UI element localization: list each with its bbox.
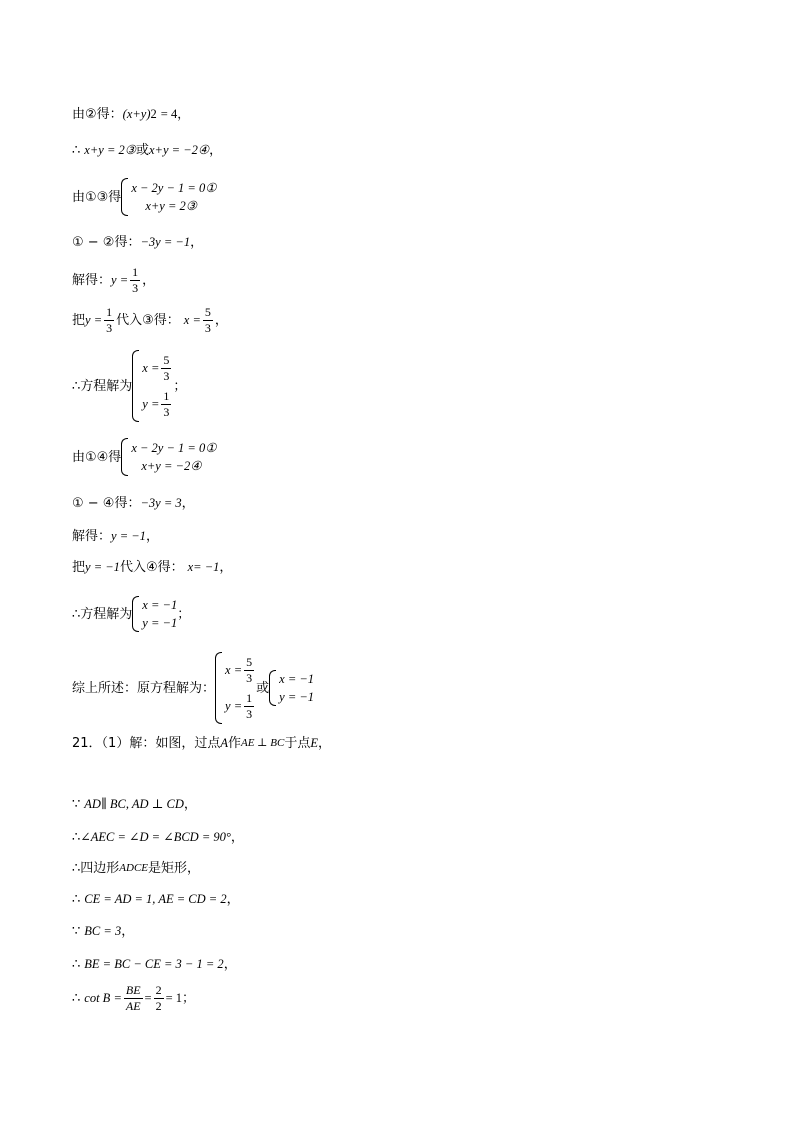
text: 作 — [227, 736, 241, 751]
math-expr: BC = 3 — [84, 924, 122, 939]
text: ， — [214, 312, 228, 328]
fraction — [203, 306, 213, 334]
solution-system — [225, 652, 256, 724]
text: ， — [190, 235, 204, 250]
math-expr: AE ⊥ BC — [240, 737, 285, 749]
line-7 — [72, 350, 186, 422]
solution-system — [279, 670, 314, 706]
math-expr: y = — [142, 396, 160, 411]
text: 21．（1）解：如图，过点 — [72, 736, 221, 751]
math-expr: = 4， — [160, 107, 190, 122]
math-expr: = — [144, 990, 152, 1005]
line-9 — [72, 497, 195, 510]
line-19 — [72, 925, 134, 938]
line-3 — [72, 178, 216, 216]
denominator: 3 — [163, 404, 170, 419]
solution-row — [142, 386, 173, 422]
text: ① − ②得： — [72, 235, 141, 250]
brace — [215, 652, 222, 724]
math-expr: x+y = 2③ — [84, 143, 136, 158]
text: 解得： — [72, 272, 112, 288]
text: ， — [317, 736, 331, 751]
equation: y = −1 — [279, 689, 315, 704]
denominator: 3 — [204, 320, 211, 335]
therefore-symbol: ∴ — [72, 957, 81, 972]
numerator: 5 — [246, 654, 253, 669]
text: ， — [145, 529, 159, 544]
because-symbol: ∵ — [72, 924, 81, 939]
math-expr: A — [220, 736, 228, 751]
solution-row — [142, 350, 173, 386]
text: ， — [209, 143, 223, 158]
math-expr: BE = BC − CE = 3 − 1 = 2 — [84, 957, 224, 972]
math-expr: ADCE — [119, 862, 149, 874]
solution-row — [225, 688, 256, 724]
line-8 — [72, 438, 216, 476]
line-20 — [72, 958, 237, 971]
brace — [132, 350, 139, 422]
solution-row — [225, 652, 256, 688]
denominator: 3 — [106, 320, 113, 335]
line-13 — [72, 652, 314, 724]
equation: x = −1 — [279, 671, 315, 686]
line-17 — [72, 862, 200, 875]
therefore-symbol: ∴ — [72, 892, 81, 907]
text: 由①④得 — [72, 449, 122, 465]
math-expr: (x+y) — [122, 107, 151, 122]
text: 由①③得 — [72, 189, 122, 205]
line-16 — [72, 831, 244, 844]
text: ； — [177, 606, 191, 622]
line-21 — [72, 984, 195, 1012]
text: 或 — [135, 143, 149, 158]
math-expr: y = −1 — [111, 529, 146, 544]
text: ∴方程解为 — [72, 378, 133, 394]
math-expr: AD∥ BC, AD ⊥ CD — [84, 797, 184, 812]
text: 解得： — [72, 529, 112, 544]
numerator: 2 — [155, 983, 162, 997]
line-1 — [72, 108, 190, 121]
denominator: AE — [125, 998, 141, 1013]
text: ； — [182, 990, 196, 1006]
solution-system — [142, 350, 173, 422]
fraction — [104, 306, 114, 334]
denominator: 3 — [246, 670, 253, 685]
math-expr: x = — [183, 312, 201, 327]
text: 把 — [72, 312, 86, 328]
numerator: 1 — [163, 388, 170, 403]
math-expr: x = — [142, 360, 160, 375]
math-expr: ∠AEC = ∠D = ∠BCD = 90° — [80, 830, 231, 845]
text: ， — [223, 957, 237, 972]
numerator: 1 — [132, 265, 139, 279]
line-10 — [72, 530, 159, 543]
text: 于点 — [284, 736, 311, 751]
therefore-symbol: ∴ — [72, 830, 81, 845]
line-15 — [72, 798, 197, 811]
math-expr: y = — [225, 698, 243, 713]
math-expr: E — [310, 736, 318, 751]
math-expr: −3y = 3 — [140, 496, 182, 511]
math-expr: x+y = −2④ — [148, 143, 210, 158]
line-18 — [72, 893, 240, 906]
fraction — [244, 692, 254, 720]
numerator: 1 — [246, 690, 253, 705]
text: 或 — [256, 680, 270, 696]
denominator: 3 — [246, 706, 253, 721]
math-expr: −3y = −1 — [140, 235, 191, 250]
line-11 — [72, 561, 232, 574]
text: ， — [226, 892, 240, 907]
brace — [121, 438, 128, 476]
math-expr: CE = AD = 1, AE = CD = 2 — [84, 892, 227, 907]
text: ， — [181, 496, 195, 511]
text: ， — [230, 830, 244, 845]
solution-system — [142, 596, 177, 632]
line-4 — [72, 236, 203, 249]
numerator: 5 — [204, 305, 211, 319]
text: ， — [142, 272, 156, 288]
line-2 — [72, 144, 222, 157]
denominator: 2 — [155, 998, 162, 1013]
fraction — [161, 390, 171, 418]
line-5 — [72, 266, 155, 294]
line-14 — [72, 737, 331, 750]
fraction — [124, 984, 143, 1012]
equation: x+y = −2④ — [141, 458, 202, 473]
math-expr: x = — [225, 662, 243, 677]
brace — [269, 670, 276, 706]
equation: y = −1 — [142, 615, 178, 630]
line-6 — [72, 306, 228, 334]
text: 由②得： — [72, 107, 123, 122]
exponent: 2 — [150, 107, 157, 122]
text: 是矩形， — [148, 861, 201, 876]
math-expr: y = −1 — [85, 560, 120, 575]
text: ∴方程解为 — [72, 606, 133, 622]
denominator: 3 — [132, 280, 139, 295]
text: ① − ④得： — [72, 496, 141, 511]
math-expr: y = — [85, 312, 103, 327]
numerator: 1 — [106, 305, 113, 319]
math-expr: x= −1 — [187, 560, 220, 575]
text: 代入④得： — [119, 560, 184, 575]
because-symbol: ∵ — [72, 797, 81, 812]
fraction — [244, 656, 254, 684]
brace — [121, 178, 128, 216]
text: ∴四边形 — [72, 861, 120, 876]
math-expr: = 1 — [165, 990, 183, 1005]
math-expr: y = — [111, 272, 129, 287]
text: ； — [173, 378, 187, 394]
numerator: 5 — [163, 352, 170, 367]
math-expr: cot B = — [84, 990, 122, 1005]
therefore-symbol: ∴ — [72, 990, 81, 1006]
text: 把 — [72, 560, 86, 575]
fraction — [154, 984, 164, 1012]
fraction — [130, 266, 140, 294]
therefore-symbol: ∴ — [72, 143, 81, 158]
equation: x − 2y − 1 = 0① — [131, 180, 217, 195]
equation-system — [131, 439, 216, 475]
equation-system — [131, 179, 216, 215]
text: 代入③得： — [116, 312, 180, 328]
text: 综上所述：原方程解为： — [72, 680, 216, 696]
equation: x − 2y − 1 = 0① — [131, 440, 217, 455]
text: ， — [121, 924, 135, 939]
equation: x = −1 — [142, 597, 178, 612]
numerator: BE — [125, 983, 141, 997]
text: ， — [219, 560, 233, 575]
text: ， — [183, 797, 197, 812]
denominator: 3 — [163, 368, 170, 383]
line-12 — [72, 596, 190, 632]
equation: x+y = 2③ — [145, 198, 197, 213]
fraction — [161, 354, 171, 382]
brace — [132, 596, 139, 632]
